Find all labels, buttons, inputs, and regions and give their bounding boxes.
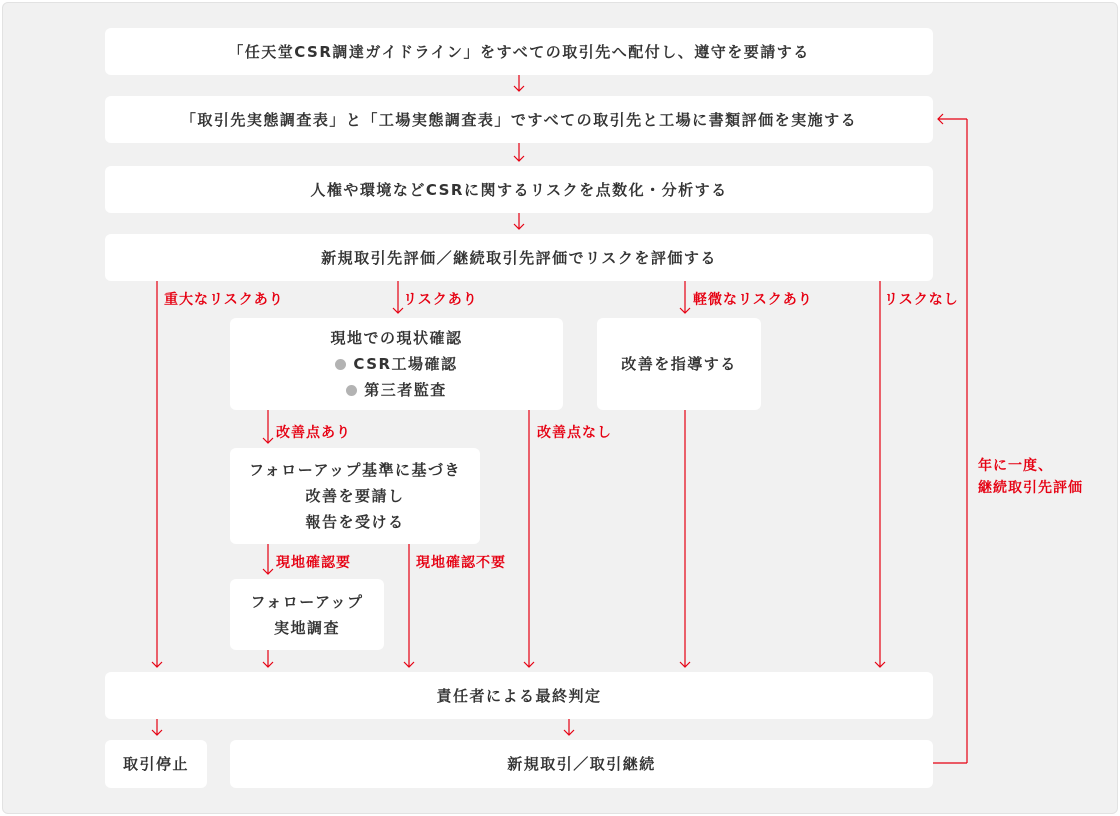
step-final-judgement bbox=[105, 672, 933, 719]
bullet-icon bbox=[335, 359, 346, 370]
step-distribute-guidelines-text: 「任天堂CSR調達ガイドライン」をすべての取引先へ配付し、遵守を要請する bbox=[228, 42, 810, 61]
result-stop-trading bbox=[105, 740, 207, 788]
label-annual-line1: 年に一度、 bbox=[978, 458, 1053, 474]
bullet-icon bbox=[346, 385, 357, 396]
onsite-item-csr-factory: CSR工場確認 bbox=[335, 351, 457, 377]
followup-line: フォローアップ基準に基づき bbox=[249, 461, 461, 479]
result-continue-trading bbox=[230, 740, 933, 788]
step-risk-scoring bbox=[105, 166, 933, 213]
label-improvement-needed: 改善点あり bbox=[276, 425, 351, 441]
step-risk-assessment bbox=[105, 234, 933, 281]
step-guide-improvement-text: 改善を指導する bbox=[621, 355, 737, 373]
step-document-evaluation-text: 「取引先実態調査表」と「工場実態調査表」ですべての取引先と工場に書類評価を実施する bbox=[180, 110, 858, 129]
step-followup-survey bbox=[230, 579, 384, 650]
label-no-risk: リスクなし bbox=[884, 292, 959, 308]
followup-survey-line: フォローアップ bbox=[250, 592, 364, 611]
label-risk: リスクあり bbox=[403, 292, 478, 308]
step-followup-request bbox=[230, 448, 480, 544]
label-annual-line2: 継続取引先評価 bbox=[978, 480, 1083, 496]
step-document-evaluation bbox=[105, 96, 933, 143]
label-onsite-not-needed: 現地確認不要 bbox=[416, 555, 506, 571]
step-risk-assessment-text: 新規取引先評価／継続取引先評価でリスクを評価する bbox=[321, 248, 717, 267]
step-onsite-check bbox=[230, 318, 563, 410]
followup-survey-line: 実地調査 bbox=[273, 618, 340, 637]
label-minor-risk: 軽微なリスクあり bbox=[693, 292, 813, 308]
result-continue-trading-text: 新規取引／取引継続 bbox=[507, 755, 656, 773]
label-serious-risk: 重大なリスクあり bbox=[164, 292, 284, 308]
step-guide-improvement bbox=[597, 318, 761, 410]
step-risk-scoring-text: 人権や環境などCSRに関するリスクを点数化・分析する bbox=[310, 180, 728, 199]
onsite-item-third-party-audit: 第三者監査 bbox=[346, 377, 447, 403]
step-distribute-guidelines bbox=[105, 28, 933, 75]
step-final-judgement-text: 責任者による最終判定 bbox=[436, 686, 602, 705]
result-stop-trading-text: 取引停止 bbox=[122, 755, 189, 773]
label-onsite-needed: 現地確認要 bbox=[276, 555, 351, 571]
followup-line: 改善を要請し bbox=[305, 487, 405, 505]
label-no-improvement: 改善点なし bbox=[537, 425, 612, 441]
followup-line: 報告を受ける bbox=[305, 513, 405, 531]
onsite-check-title: 現地での現状確認 bbox=[330, 329, 463, 347]
